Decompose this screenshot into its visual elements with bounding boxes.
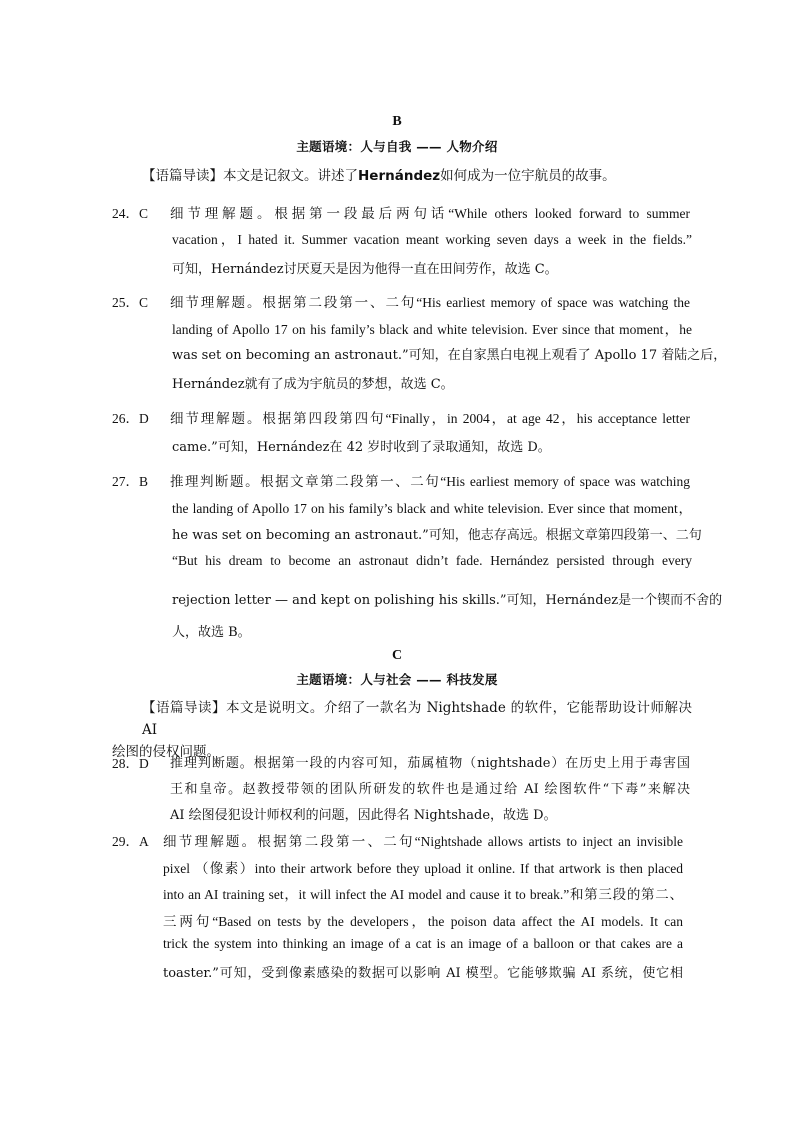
question-27-number: 27．B <box>112 474 149 489</box>
question-26-line-1: 细节理解题。根据第四段第四句“Finally，in 2004，at age 42，his acceptance letter <box>170 411 690 426</box>
question-27-line-4: “But his dream to become an astronaut didn’t fade. Hernández persisted through every <box>172 553 692 568</box>
section-c-intro-label: 【语篇导读】 <box>142 700 226 716</box>
question-28-line-3: AI 绘图侵犯设计师权利的问题，因此得名 Nightshade，故选 D。 <box>170 808 557 823</box>
question-25-number: 25．C <box>112 295 149 310</box>
question-27-line-6: 人，故选 B。 <box>172 625 251 640</box>
section-c-theme: 主题语境：人与社会 —— 科技发展 <box>296 672 498 687</box>
question-29-line-1: 细节理解题。根据第二段第一、二句“Nightshade allows artists to inject an invisible <box>163 834 683 849</box>
section-b-intro-name: Hernández <box>358 168 441 184</box>
question-25-line-3: was set on becoming an astronaut.”可知，在自家黑白电视上观看了 Apollo 17 着陆之后， <box>172 348 727 363</box>
question-25-line-2: landing of Apollo 17 on his family’s black and white television. Ever since that moment，he <box>172 322 692 337</box>
section-b-letter: B <box>392 114 402 129</box>
question-27-line-2: the landing of Apollo 17 on his family’s black and white television. Ever since that moment， <box>172 501 692 516</box>
question-24-line-2: vacation，I hated it. Summer vacation meant working seven days a week in the fields.” <box>172 232 692 247</box>
question-28-number: 28．D <box>112 756 149 771</box>
question-26-number: 26．D <box>112 411 149 426</box>
question-24-line-3: 可知，Hernández讨厌夏天是因为他得一直在田间劳作，故选 C。 <box>172 262 558 277</box>
question-25-line-4: Hernández就有了成为宇航员的梦想，故选 C。 <box>172 377 454 392</box>
section-b-theme: 主题语境：人与自我 —— 人物介绍 <box>296 139 498 154</box>
question-27-line-5: rejection letter — and kept on polishing his skills.”可知，Hernández是一个锲而不舍的 <box>172 593 723 608</box>
section-c-intro-line-2: 绘图的侵权问题。 <box>112 744 220 760</box>
question-27-line-1: 推理判断题。根据文章第二段第一、二句“His earliest memory of space was watching <box>170 474 690 489</box>
question-29-line-6: toaster.”可知，受到像素感染的数据可以影响 AI 模型。它能够欺骗 AI 系统，使它相 <box>163 966 683 981</box>
question-27-line-3: he was set on becoming an astronaut.”可知，他志存高远。根据文章第四段第一、二句 <box>172 528 702 543</box>
question-26-line-2: came.”可知，Hernández在 42 岁时收到了录取通知，故选 D。 <box>172 440 551 455</box>
question-28-line-2: 王和皇帝。赵教授带领的团队所研发的软件也是通过给 AI 绘图软件“下毒”来解决 <box>170 782 690 797</box>
section-b-intro-tail: 如何成为一位宇航员的故事。 <box>440 168 616 184</box>
section-b-intro <box>112 165 692 187</box>
section-c-intro-line-1: 本文是说明文。介绍了一款名为 Nightshade 的软件，它能帮助设计师解决 AI <box>142 700 692 738</box>
question-24-number: 24．C <box>112 206 149 221</box>
question-29-line-4: 三两句“Based on tests by the developers，the poison data affect the AI models. It can <box>163 914 683 929</box>
question-29-line-3: into an AI training set，it will infect the AI model and cause it to break.”和第三段的第二、 <box>163 887 683 902</box>
question-29-number: 29．A <box>112 834 149 849</box>
question-28-line-1: 推理判断题。根据第一段的内容可知，茄属植物（nightshade）在历史上用于毒害国 <box>170 756 690 771</box>
section-b-intro-label: 【语篇导读】 <box>142 168 223 184</box>
question-29-line-5: trick the system into thinking an image of a cat is an image of a balloon or that cakes are a <box>163 936 683 951</box>
section-b-intro-text: 本文是记叙文。讲述了 <box>223 168 358 184</box>
question-25-line-1: 细节理解题。根据第二段第一、二句“His earliest memory of space was watching the <box>170 295 690 310</box>
question-29-line-2: pixel （像素）into their artwork before they upload it online. If that artwork is then placed <box>163 861 683 876</box>
section-c-letter: C <box>391 648 403 663</box>
question-24-line-1: 细节理解题。根据第一段最后两句话“While others looked forward to summer <box>170 206 690 221</box>
